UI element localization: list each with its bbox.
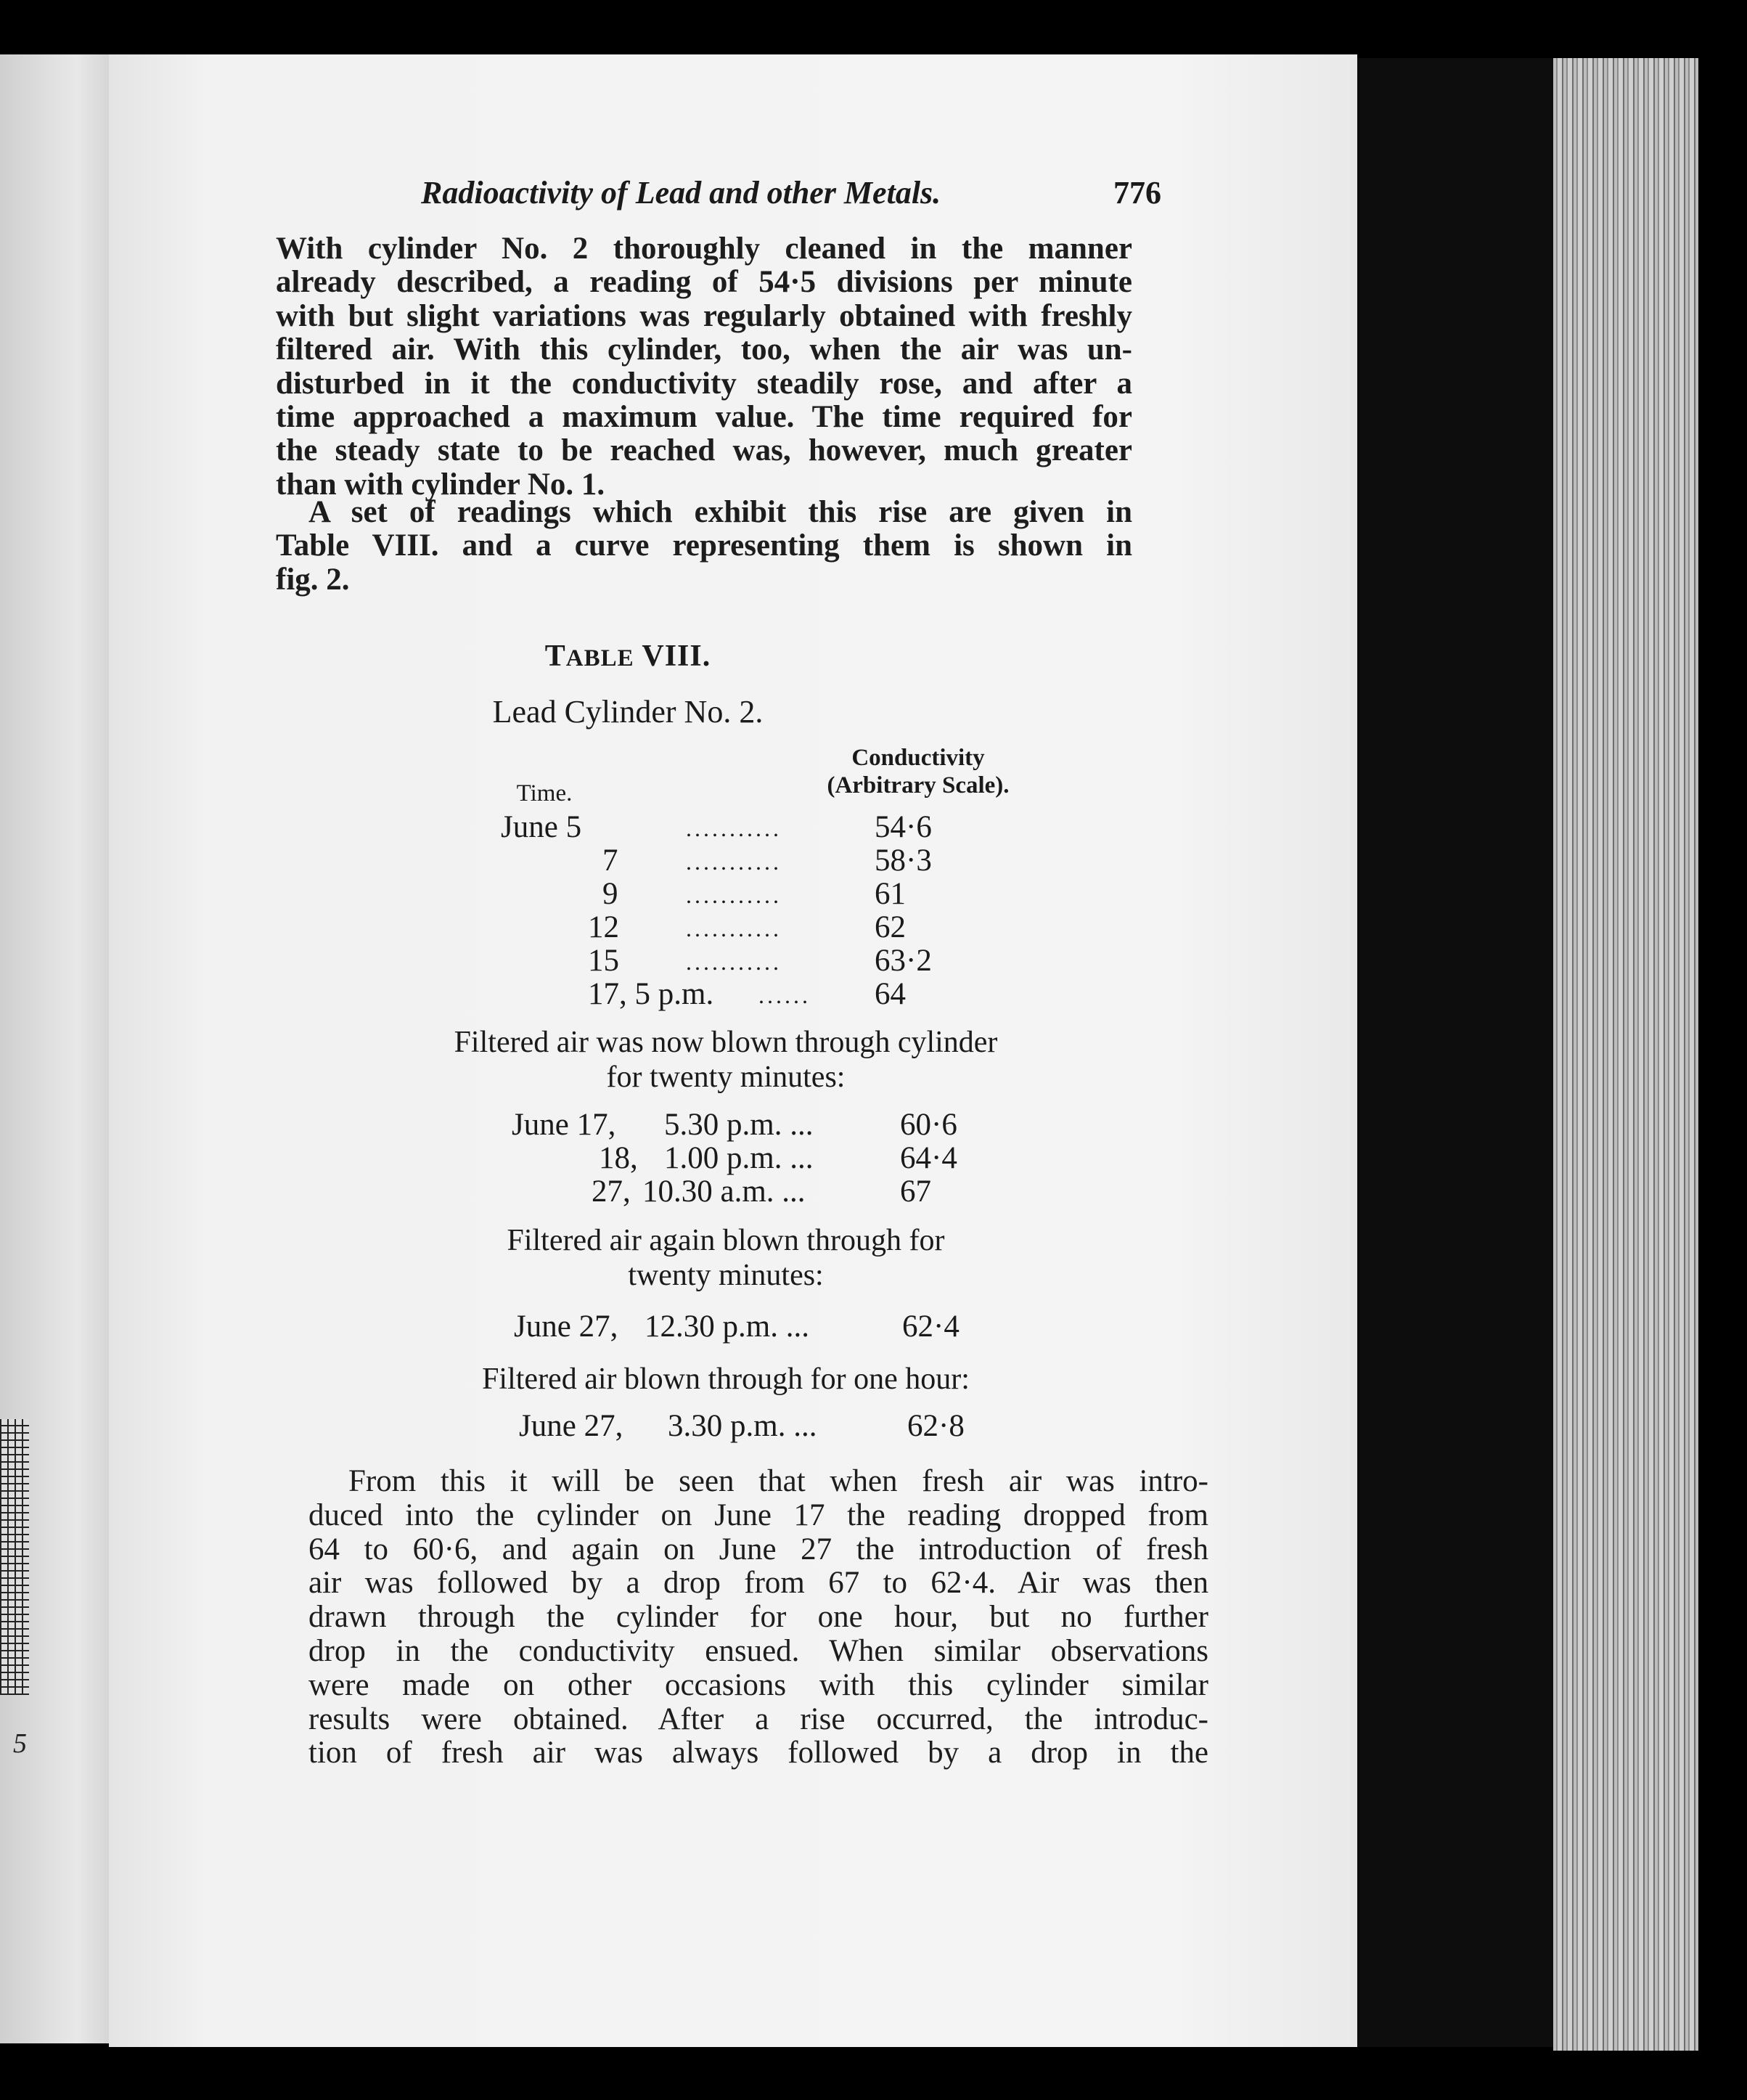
table-row xyxy=(501,843,1009,878)
row-date: 17, 5 p.m. xyxy=(588,977,714,1011)
row-value: 62 xyxy=(875,910,906,944)
note-line: for twenty minutes: xyxy=(606,1061,846,1094)
paragraph-3 xyxy=(308,1465,1208,1770)
row-time: 5.30 p.m. ... xyxy=(664,1108,814,1142)
text-line: were made on other occasions with this cylinder similar xyxy=(308,1667,1208,1702)
table-note-2 xyxy=(406,1223,1045,1293)
text-line: disturbed in it the conductivity steadily rose, and after a xyxy=(276,366,1132,401)
row-value: 64·4 xyxy=(900,1141,957,1175)
table-note-1 xyxy=(406,1025,1045,1095)
column-header-time: Time. xyxy=(516,780,573,806)
note-line: twenty minutes: xyxy=(628,1259,824,1292)
row-time: 3.30 p.m. ... xyxy=(668,1409,817,1443)
text-line: With cylinder No. 2 thoroughly cleaned in the manner xyxy=(276,232,1132,266)
table-row xyxy=(512,1174,1020,1209)
column-header-line: (Arbitrary Scale). xyxy=(827,772,1010,798)
row-date: 7 xyxy=(602,843,618,878)
row-leader-dots: ........... xyxy=(686,949,782,975)
row-leader-dots: ...... xyxy=(758,982,811,1008)
text-line: duced into the cylinder on June 17 the reading dropped from xyxy=(308,1498,1208,1532)
row-leader-dots: ........... xyxy=(686,915,782,941)
text-line: drop in the conductivity ensued. When similar observations xyxy=(308,1633,1208,1668)
text-line: tion of fresh air was always followed by a drop in the xyxy=(308,1736,1208,1770)
row-time: 10.30 a.m. ... xyxy=(642,1174,806,1209)
row-value: 64 xyxy=(875,977,906,1011)
row-value: 54·6 xyxy=(875,810,932,844)
text-line: fig. 2. xyxy=(276,562,350,597)
table-row xyxy=(501,876,1009,911)
column-header-line: Conductivity xyxy=(851,745,985,771)
note-line: Filtered air was now blown through cylinder xyxy=(454,1026,998,1059)
text-line: 64 to 60·6, and again on June 27 the introduction of fresh xyxy=(308,1532,1208,1566)
row-value: 62·4 xyxy=(902,1310,960,1344)
text-line: the steady state to be reached was, however, much greater xyxy=(276,433,1132,468)
table-title-number: VIII. xyxy=(642,640,711,673)
text-line: From this it will be seen that when fresh air was intro- xyxy=(348,1464,1208,1498)
row-value: 67 xyxy=(900,1174,931,1209)
table-row xyxy=(512,1107,1020,1142)
row-date: June 5 xyxy=(501,810,582,844)
text-line: than with cylinder No. 1. xyxy=(276,467,605,502)
row-date: 27, xyxy=(592,1174,631,1209)
column-header-conductivity xyxy=(798,744,1038,799)
row-time: 12.30 p.m. ... xyxy=(645,1310,809,1344)
table-row xyxy=(501,943,1009,978)
text-line: Table VIII. and a curve representing them is shown in xyxy=(276,528,1132,563)
row-date: June 27, xyxy=(519,1409,623,1443)
book-gutter-shadow xyxy=(1357,58,1553,2047)
left-page-graph-fragment xyxy=(0,1419,29,1695)
row-date: 15 xyxy=(588,944,619,978)
table-subtitle: Lead Cylinder No. 2. xyxy=(492,694,764,730)
row-time: 1.00 p.m. ... xyxy=(664,1141,814,1175)
row-leader-dots: ........... xyxy=(686,849,782,875)
row-date: 9 xyxy=(602,877,618,911)
table-row xyxy=(501,809,1009,844)
text-line: results were obtained. After a rise occurred, the introduc- xyxy=(308,1701,1208,1736)
paragraph-2 xyxy=(276,496,1132,597)
row-value: 61 xyxy=(875,877,906,911)
row-value: 62·8 xyxy=(907,1409,965,1443)
text-line: A set of readings which exhibit this rise are given in xyxy=(308,495,1132,529)
running-head xyxy=(421,174,1161,218)
left-page-number: 5 xyxy=(13,1728,27,1759)
text-line: air was followed by a drop from 67 to 62·4. Air was then xyxy=(308,1566,1208,1601)
note-line: Filtered air again blown through for xyxy=(507,1224,945,1257)
running-head-title: Radioactivity of Lead and other Metals. xyxy=(421,175,941,211)
row-date: 18, xyxy=(599,1141,638,1175)
table-row xyxy=(519,1408,1027,1443)
table-title xyxy=(406,639,849,674)
background-shadow xyxy=(1698,29,1747,2062)
text-line: already described, a reading of 54·5 divisions per minute xyxy=(276,265,1132,300)
table-row xyxy=(514,1309,1022,1344)
row-value: 58·3 xyxy=(875,843,932,878)
row-leader-dots: ........... xyxy=(686,882,782,908)
row-value: 63·2 xyxy=(875,944,932,978)
table-title-initial: T xyxy=(544,640,566,673)
table-row xyxy=(512,1140,1020,1175)
book-page-edges xyxy=(1553,58,1698,2051)
table-row xyxy=(501,910,1009,944)
text-line: time approached a maximum value. The time required for xyxy=(276,400,1132,435)
paragraph-1 xyxy=(276,232,1132,502)
row-value: 60·6 xyxy=(900,1108,957,1142)
table-row xyxy=(501,976,1009,1011)
row-date: June 17, xyxy=(512,1108,616,1142)
page-number: 776 xyxy=(1113,175,1161,211)
row-date: June 27, xyxy=(514,1310,618,1344)
row-leader-dots: ........... xyxy=(686,815,782,841)
table-note-3: Filtered air blown through for one hour: xyxy=(482,1362,970,1396)
table-title-smallcaps: ABLE xyxy=(565,645,634,671)
text-line: drawn through the cylinder for one hour, but no further xyxy=(308,1600,1208,1635)
text-line: filtered air. With this cylinder, too, when the air was un- xyxy=(276,332,1132,367)
text-line: with but slight variations was regularly obtained with freshly xyxy=(276,298,1132,333)
row-date: 12 xyxy=(588,910,619,944)
